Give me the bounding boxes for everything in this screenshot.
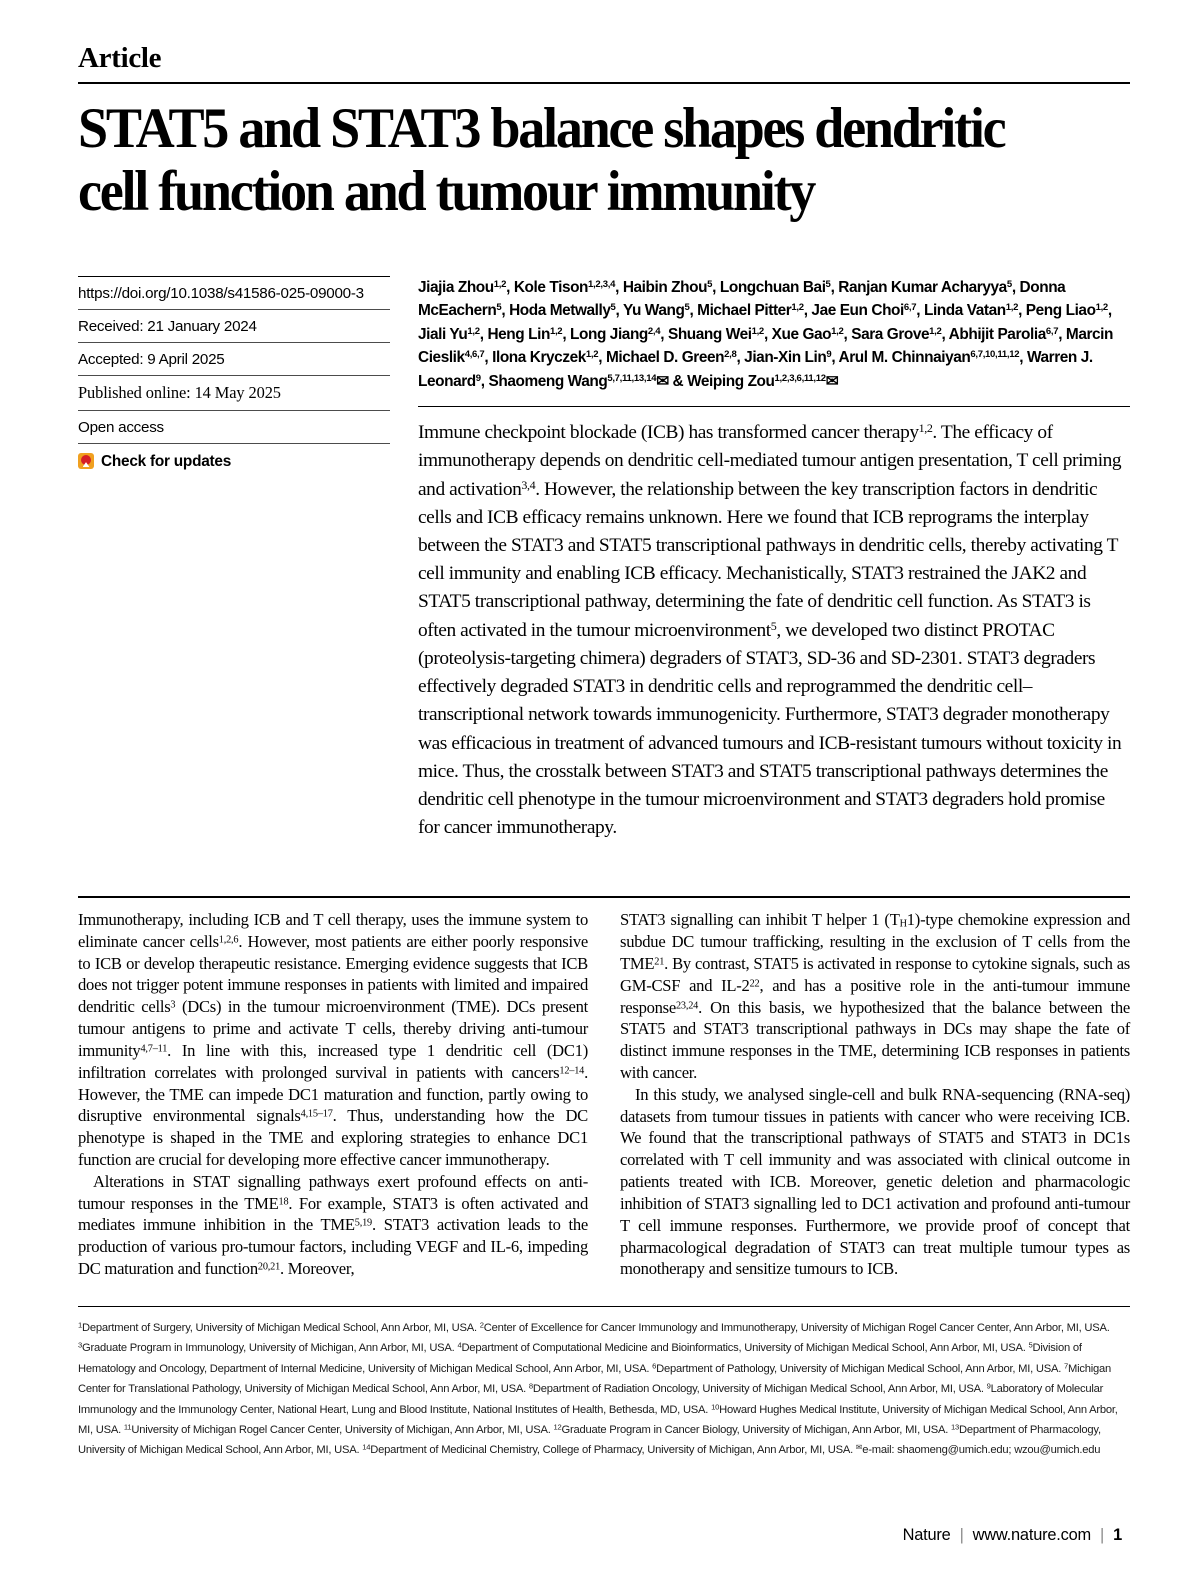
footer-journal: Nature xyxy=(902,1526,951,1544)
page-footer xyxy=(903,1526,1122,1545)
crossmark-icon xyxy=(78,453,94,469)
header-zone xyxy=(78,276,1130,843)
masthead-rule xyxy=(78,82,1130,84)
body-column-right xyxy=(620,909,1130,1280)
masthead xyxy=(78,44,1130,262)
footer-separator-2: | xyxy=(1100,1526,1105,1544)
published-date: Published online: 14 May 2025 xyxy=(78,375,390,410)
abstract-text: Immune checkpoint blockade (ICB) has transformed cancer therapy$^{1,2}$. The efficacy of immunotherapy depends on dendritic cell-mediated tumour antigen presentation, T cell priming and activation$^{3,4}$. However, the relationship between the key transcription factors in dendritic cells and ICB efficacy remains unknown. Here we found that ICB reprograms the interplay between the STAT3 and STAT5 transcriptional pathways in dendritic cells, thereby activating T cell immunity and enabling ICB efficacy. Mechanistically, STAT3 restrained the JAK2 and STAT5 transcriptional pathway, determining the fate of dendritic cell function. As STAT3 is often activated in the tumour microenvironment$^5$, we developed two distinct PROTAC (proteolysis-targeting chimera) degraders of STAT3, SD-36 and SD-2301. STAT3 degraders effectively degraded STAT3 in dendritic cells and reprogrammed the dendritic cell–transcriptional network towards immunogenicity. Furthermore, STAT3 degrader monotherapy was efficacious in treatment of advanced tumours and ICB-resistant tumours without toxicity in mice. Thus, the crosstalk between STAT3 and STAT5 transcriptional pathways determines the dendritic cell phenotype in the tumour microenvironment and STAT3 degraders hold promise for cancer immunotherapy. xyxy=(418,421,1122,839)
footer-page-number: 1 xyxy=(1113,1526,1122,1544)
page-title: STAT5 and STAT3 balance shapes dendritic cell function and tumour immunity xyxy=(78,97,1005,223)
publication-metadata xyxy=(78,276,410,843)
affiliations-block xyxy=(78,1306,1130,1461)
body-paragraph: Alterations in STAT signalling pathways exert profound effects on anti-tumour responses in the TME$^{18}$. For example, STAT3 is often activated and mediates immune inhibition in the TME$^{5,19}$. STAT3 activation leads to the production of various pro-tumour factors, including VEGF and IL-6, impeding DC maturation and function$^{20,21}$. Moreover, xyxy=(78,1171,588,1278)
authors-and-abstract xyxy=(410,276,1130,843)
abstract-rule xyxy=(418,406,1130,407)
footer-separator-1: | xyxy=(959,1526,964,1544)
article-kicker: Article xyxy=(78,42,162,74)
affiliations-text: $^1$Department of Surgery, University of Michigan Medical School, Ann Arbor, MI, USA. $^2$Center of Excellence for Cancer Immunology and Immunotherapy, University of Michigan Rogel Cancer Center, Ann Arbor, MI, USA. $^3$Graduate Program in Immunology, University of Michigan, Ann Arbor, MI, USA. $^4$Department of Computational Medicine and Bioinformatics, University of Michigan Medical School, Ann Arbor, MI, USA. $^5$Division of Hematology and Oncology, Department of Internal Medicine, University of Michigan Medical School, Ann Arbor, MI, USA. $^6$Department of Pathology, University of Michigan Medical School, Ann Arbor, MI, USA. $^7$Michigan Center for Translational Pathology, University of Michigan Medical School, Ann Arbor, MI, USA. $^8$Department of Radiation Oncology, University of Michigan Medical School, Ann Arbor, MI, USA. $^9$Laboratory of Molecular Immunology and the Immunology Center, National Heart, Lung and Blood Institute, National Institutes of Health, Bethesda, MD, USA. $^{10}$Howard Hughes Medical Institute, University of Michigan Medical School, Ann Arbor, MI, USA. $^{11}$University of Michigan Rogel Cancer Center, University of Michigan, Ann Arbor, MI, USA. $^{12}$Graduate Program in Cancer Biology, University of Michigan, Ann Arbor, MI, USA. $^{13}$Department of Pharmacology, University of Michigan Medical School, Ann Arbor, MI, USA. $^{14}$Department of Medicinal Chemistry, College of Pharmacy, University of Michigan, Ann Arbor, MI, USA. ✉e-mail: shaomeng@umich.edu; wzou@umich.edu xyxy=(78,1320,1118,1457)
open-access-label: Open access xyxy=(78,410,390,443)
body-paragraph: In this study, we analysed single-cell and bulk RNA-sequencing (RNA-seq) datasets from tumour tissues in patients with cancer who were receiving ICB. We found that the transcriptional pathways of STAT5 and STAT3 in DC1s correlated with T cell immunity and was associated with clinical outcome in patients treated with ICB. Moreover, genetic deletion and pharmacologic inhibition of STAT3 signalling led to DC1 activation and profound anti-tumour T cell immune responses. Furthermore, we provide proof of concept that pharmacological degradation of STAT3 can treat multiple tumour types as monotherapy and sensitize tumours to ICB. xyxy=(620,1084,1130,1279)
check-for-updates-button[interactable] xyxy=(78,443,390,477)
author-list: Jiajia Zhou$^{1,2}$, Kole Tison$^{1,2,3,4}$, Haibin Zhou$^5$, Longchuan Bai$^5$, Ranjan Kumar Acharyya$^5$, Donna McEachern$^5$, Hoda Metwally$^5$, Yu Wang$^5$, Michael Pitter$^{1,2}$, Jae Eun Choi$^{6,7}$, Linda Vatan$^{1,2}$, Peng Liao$^{1,2}$, Jiali Yu$^{1,2}$, Heng Lin$^{1,2}$, Long Jiang$^{2,4}$, Shuang Wei$^{1,2}$, Xue Gao$^{1,2}$, Sara Grove$^{1,2}$, Abhijit Parolia$^{6,7}$, Marcin Cieslik$^{4,6,7}$, Ilona Kryczek$^{1,2}$, Michael D. Green$^{2,8}$, Jian-Xin Lin$^9$, Arul M. Chinnaiyan$^{6,7,10,11,12}$, Warren J. Leonard$^9$, Shaomeng Wang$^{5,7,11,13,14}$✉ & Weiping Zou$^{1,2,3,6,11,12}$✉ xyxy=(418,279,1114,390)
check-for-updates-label: Check for updates xyxy=(101,452,232,470)
received-date: Received: 21 January 2024 xyxy=(78,309,390,342)
doi-link[interactable]: https://doi.org/10.1038/s41586-025-09000-3 xyxy=(78,276,390,309)
footer-website[interactable]: www.nature.com xyxy=(972,1526,1092,1544)
body-paragraph: STAT3 signalling can inhibit T helper 1 $(T_H1)$-type chemokine expression and subdue DC tumour trafficking, resulting in the exclusion of T cells from the TME$^{21}$. By contrast, STAT5 is activated in response to cytokine signals, such as GM-CSF and $IL-2^{22}$, and has a positive role in the anti-tumour immune response$^{23,24}$. On this basis, we hypothesized that the balance between the STAT5 and STAT3 transcriptional pathways in DCs may shape the fate of distinct immune responses in the TME, determining ICB responses in patients with cancer. xyxy=(620,910,1131,1083)
accepted-date: Accepted: 9 April 2025 xyxy=(78,342,390,375)
body-columns xyxy=(78,896,1130,1280)
body-paragraph: Immunotherapy, including ICB and T cell therapy, uses the immune system to eliminate cancer cells$^{1,2,6}$. However, most patients are either poorly responsive to ICB or develop therapeutic resistance. Emerging evidence suggests that ICB does not trigger potent immune responses in patients with limited and impaired dendritic cells$^3$ (DCs) in the tumour microenvironment (TME). DCs present tumour antigens to prime and activate T cells, thereby driving anti-tumour immunity$^{4,7-11}$. In line with this, increased type 1 dendritic cell (DC1) infiltration correlates with prolonged survival in patients with cancers$^{12-14}$. However, the TME can impede DC1 maturation and function, partly owing to disruptive environmental signals$^{4,15-17}$. Thus, understanding how the DC phenotype is shaped in the TME and exploring strategies to enhance DC1 function are crucial for developing more effective cancer immunotherapy. xyxy=(78,910,588,1169)
body-column-left xyxy=(78,909,588,1280)
